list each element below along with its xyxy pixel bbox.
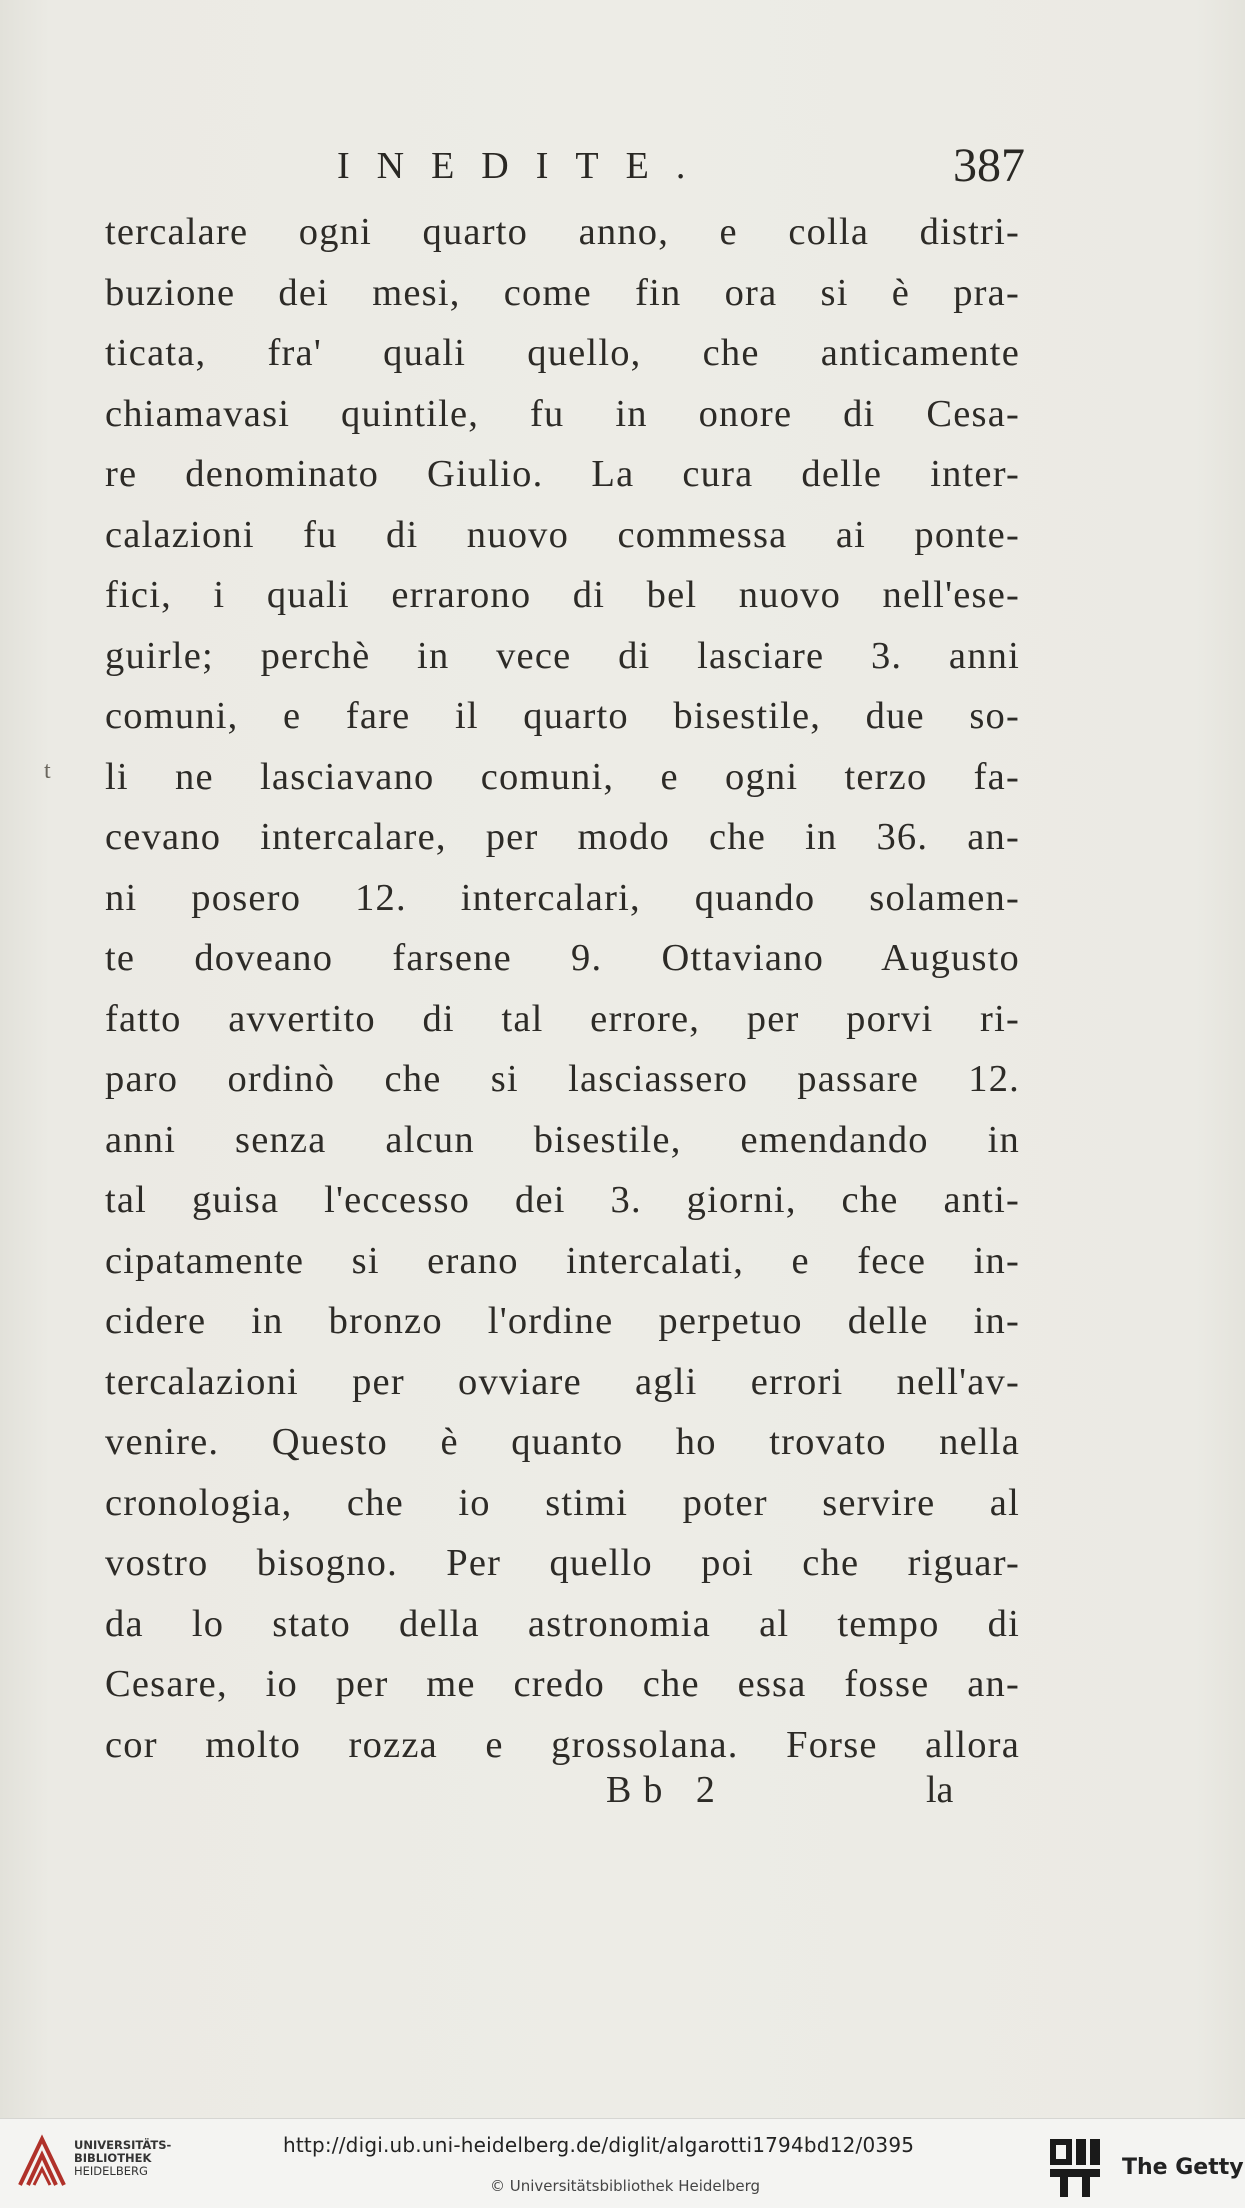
getty-logo-icon[interactable]: [1048, 2137, 1102, 2199]
library-name: [74, 2139, 171, 2178]
running-head: [105, 138, 1025, 198]
text-line: ticata, fra' quali quello, che anticamente: [105, 332, 1020, 374]
text-line: chiamavasi quintile, fu in onore di Cesa-: [105, 392, 1020, 435]
library-name-line: BIBLIOTHEK: [74, 2151, 152, 2165]
permalink-url[interactable]: http://digi.ub.uni-heidelberg.de/diglit/algarotti1794bd12/0395: [283, 2133, 915, 2157]
text-line: guirle; perchè in vece di lasciare 3. anni: [105, 634, 1020, 677]
footer-bar: [0, 2118, 1245, 2208]
body-text: [105, 202, 1020, 1775]
text-line: ni posero 12. intercalari, quando solamen-: [105, 876, 1020, 919]
copyright-notice: © Universitätsbibliothek Heidelberg: [490, 2177, 761, 2195]
running-title: INEDITE.: [337, 145, 713, 187]
text-line: Cesare, io per me credo che essa fosse an-: [105, 1663, 1020, 1705]
text-line: anni senza alcun bisestile, emendando in: [105, 1118, 1020, 1161]
text-line: cor molto rozza e grossolana. Forse allora: [105, 1723, 1020, 1766]
text-line: calazioni fu di nuovo commessa ai ponte-: [105, 513, 1020, 556]
library-logo-icon[interactable]: [14, 2133, 70, 2193]
text-line: vostro bisogno. Per quello poi che riguar-: [105, 1542, 1020, 1584]
text-line: cidere in bronzo l'ordine perpetuo delle in-: [105, 1300, 1020, 1342]
text-line: li ne lasciavano comuni, e ogni terzo fa-: [105, 755, 1020, 798]
library-name-line: HEIDELBERG: [74, 2164, 148, 2178]
text-line: venire. Questo è quanto ho trovato nella: [105, 1421, 1020, 1463]
catchword: la: [926, 1769, 954, 1811]
text-line: cevano intercalare, per modo che in 36. an-: [105, 816, 1020, 858]
partner-name: The Getty: [1122, 2155, 1244, 2180]
text-line: fatto avvertito di tal errore, per porvi ri-: [105, 997, 1020, 1040]
text-line: tercalazioni per ovviare agli errori nell'av-: [105, 1360, 1020, 1403]
signature-mark: Bb 2: [606, 1769, 727, 1811]
text-line: comuni, e fare il quarto bisestile, due so-: [105, 695, 1020, 737]
page-number: 387: [953, 139, 1025, 192]
text-line: buzione dei mesi, come fin ora si è pra-: [105, 271, 1020, 314]
text-line: tercalare ogni quarto anno, e colla distri-: [105, 211, 1020, 253]
text-line: te doveano farsene 9. Ottaviano Augusto: [105, 937, 1020, 979]
text-line: da lo stato della astronomia al tempo di: [105, 1602, 1020, 1645]
text-line: re denominato Giulio. La cura delle inter-: [105, 453, 1020, 495]
margin-mark: t: [44, 758, 51, 784]
text-line: cronologia, che io stimi poter servire al: [105, 1481, 1020, 1524]
library-name-line: UNIVERSITÄTS-: [74, 2138, 172, 2152]
text-line: paro ordinò che si lasciassero passare 12.: [105, 1058, 1020, 1100]
text-line: fici, i quali errarono di bel nuovo nell'ese-: [105, 574, 1020, 616]
text-line: cipatamente si erano intercalati, e fece in-: [105, 1239, 1020, 1282]
text-line: tal guisa l'eccesso dei 3. giorni, che anti-: [105, 1179, 1020, 1221]
